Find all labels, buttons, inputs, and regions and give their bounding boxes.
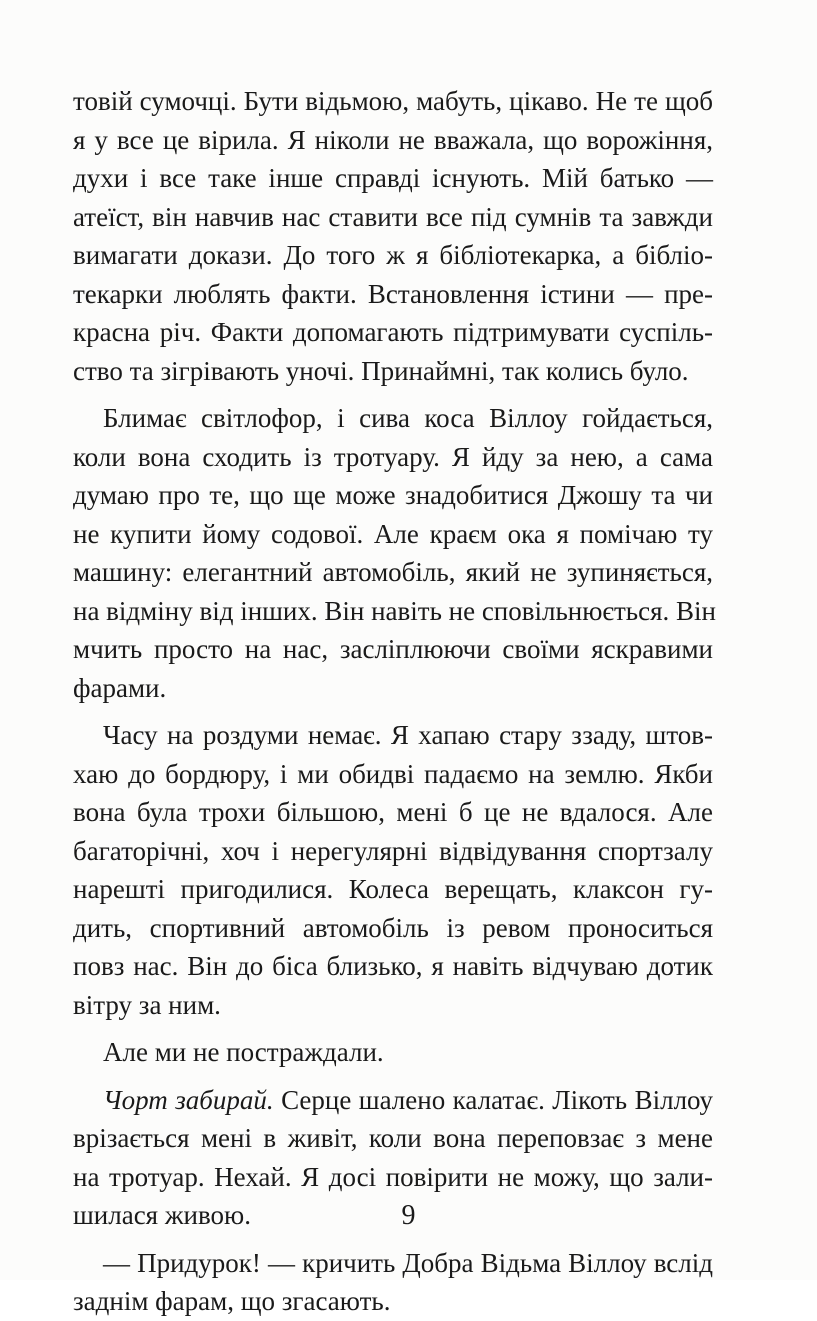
text-line: вимагати докази. До того ж я бібліотекарка, а бібліо-	[73, 240, 713, 270]
text-line: атеїст, він навчив нас ставити все під сумнів та завжди	[73, 201, 713, 232]
text-line: ство та зігрівають уночі. Принаймні, так колись було.	[73, 355, 689, 386]
text-line: текарки люблять факти. Встановлення істини — пре-	[73, 278, 713, 309]
text-line: на відміну від інших. Він навіть не сповільнюється. Він	[73, 595, 716, 626]
text-line: врізається мені в живіт, коли вона переповзає з мене	[73, 1123, 713, 1153]
text-line: на тротуар. Нехай. Я досі повірити не можу, що зали-	[73, 1161, 713, 1192]
text-line: Але ми не постраждали.	[103, 1037, 384, 1067]
text-line: красна річ. Факти допомагають підтримувати суспіль-	[73, 317, 713, 347]
paragraph-6	[73, 1244, 713, 1321]
text-line: духи і все таке інше справді існують. Мій батько —	[73, 163, 713, 193]
text-line: не купити йому содової. Але краєм ока я помічаю ту	[73, 518, 713, 549]
text-line: вона була трохи більшою, мені б це не вдалося. Але	[73, 797, 713, 827]
text-line: Блимає світлофор, і сива коса Віллоу гойдається,	[103, 403, 713, 433]
paragraph-1	[73, 82, 713, 390]
paragraph-4	[73, 1033, 713, 1072]
text-fragment: Серце шалено калатає. Лікоть Віллоу	[273, 1084, 714, 1115]
italic-exclamation: Чорт забирай.	[103, 1084, 274, 1115]
text-line: товій сумочці. Бути відьмою, мабуть, цікаво. Не те щоб	[73, 86, 713, 116]
text-line: багаторічні, хоч і нерегулярні відвідування спортзалу	[73, 835, 713, 866]
text-line: заднім фарам, що згасають.	[73, 1286, 391, 1316]
text-line: нарешті пригодилися. Колеса верещать, клаксон гу-	[73, 874, 713, 904]
page-number: 9	[401, 1200, 416, 1231]
text-line: я у все це вірила. Я ніколи не вважала, що ворожіння,	[73, 124, 713, 155]
text-line: мчить просто на нас, засліплюючи своїми яскравими	[73, 634, 713, 664]
body-text	[73, 82, 716, 1321]
text-line	[73, 1081, 713, 1120]
text-line: — Придурок! — кричить Добра Відьма Віллоу вслід	[103, 1247, 713, 1278]
text-line: повз нас. Він до біса близько, я навіть відчуваю дотик	[73, 951, 713, 981]
text-line: шилася живою.	[73, 1200, 251, 1230]
text-line: коли вона сходить із тротуару. Я йду за нею, а сама	[73, 441, 713, 472]
text-line: думаю про те, що ще може знадобитися Джошу та чи	[73, 480, 713, 510]
text-line: хаю до бордюру, і ми обидві падаємо на землю. Якби	[73, 758, 713, 789]
text-line: Часу на роздуми немає. Я хапаю стару ззаду, штов-	[103, 720, 713, 750]
text-line: дить, спортивний автомобіль із ревом проноситься	[73, 912, 713, 943]
paragraph-2	[73, 399, 716, 707]
text-line: вітру за ним.	[73, 989, 221, 1020]
text-line: машину: елегантний автомобіль, який не зупиняється,	[73, 557, 713, 587]
paragraph-3	[73, 716, 713, 1024]
text-line: фарами.	[73, 672, 167, 703]
